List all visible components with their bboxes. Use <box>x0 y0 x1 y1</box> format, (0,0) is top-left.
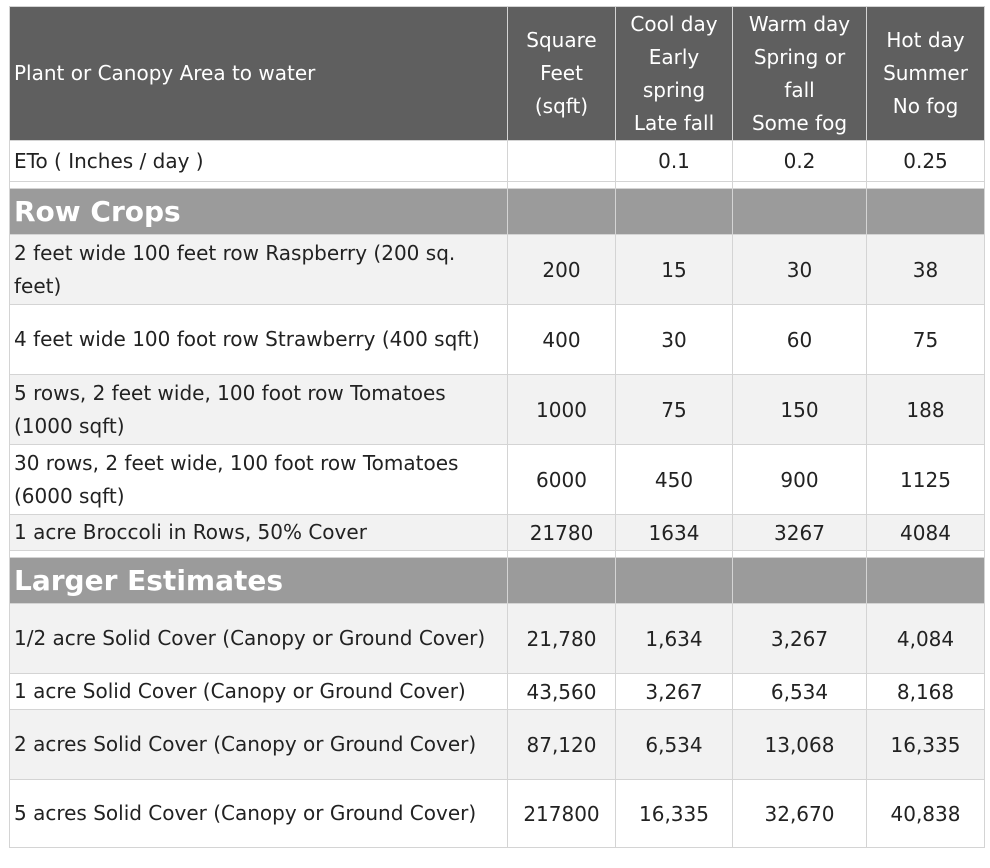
row-cool: 450 <box>616 445 733 515</box>
row-warm: 32,670 <box>733 780 867 848</box>
table-row <box>10 604 985 674</box>
row-label: 5 acres Solid Cover (Canopy or Ground Cover) <box>10 780 508 848</box>
row-label: 1 acre Broccoli in Rows, 50% Cover <box>10 515 508 551</box>
eto-cool: 0.1 <box>616 141 733 182</box>
row-label: 2 acres Solid Cover (Canopy or Ground Cover) <box>10 710 508 780</box>
row-label: 5 rows, 2 feet wide, 100 foot row Tomatoes (1000 sqft) <box>10 375 508 445</box>
row-hot: 188 <box>867 375 985 445</box>
row-sqft: 217800 <box>508 780 616 848</box>
row-hot: 4,084 <box>867 604 985 674</box>
row-sqft: 21,780 <box>508 604 616 674</box>
eto-hot: 0.25 <box>867 141 985 182</box>
row-warm: 3,267 <box>733 604 867 674</box>
table-row <box>10 305 985 375</box>
header-row <box>10 7 985 141</box>
section-title: Larger Estimates <box>10 558 508 604</box>
row-cool: 30 <box>616 305 733 375</box>
row-warm: 60 <box>733 305 867 375</box>
table-row <box>10 515 985 551</box>
row-cool: 1,634 <box>616 604 733 674</box>
row-sqft: 200 <box>508 235 616 305</box>
eto-warm: 0.2 <box>733 141 867 182</box>
table-row <box>10 375 985 445</box>
header-square-feet: Square Feet (sqft) <box>508 7 616 141</box>
table-row <box>10 780 985 848</box>
row-warm: 6,534 <box>733 674 867 710</box>
row-cool: 75 <box>616 375 733 445</box>
row-hot: 1125 <box>867 445 985 515</box>
row-cool: 16,335 <box>616 780 733 848</box>
row-label: 1 acre Solid Cover (Canopy or Ground Cover) <box>10 674 508 710</box>
row-label: 2 feet wide 100 feet row Raspberry (200 sq. feet) <box>10 235 508 305</box>
eto-label: ETo ( Inches / day ) <box>10 141 508 182</box>
header-warm-day: Warm day Spring or fall Some fog <box>733 7 867 141</box>
section-row-crops <box>10 189 985 235</box>
section-title: Row Crops <box>10 189 508 235</box>
row-hot: 8,168 <box>867 674 985 710</box>
row-hot: 38 <box>867 235 985 305</box>
row-cool: 6,534 <box>616 710 733 780</box>
row-sqft: 400 <box>508 305 616 375</box>
row-warm: 150 <box>733 375 867 445</box>
row-hot: 4084 <box>867 515 985 551</box>
eto-sqft <box>508 141 616 182</box>
table-row <box>10 445 985 515</box>
row-cool: 3,267 <box>616 674 733 710</box>
row-sqft: 6000 <box>508 445 616 515</box>
row-label: 4 feet wide 100 foot row Strawberry (400 sqft) <box>10 305 508 375</box>
row-hot: 75 <box>867 305 985 375</box>
row-warm: 900 <box>733 445 867 515</box>
spacer-row <box>10 551 985 558</box>
row-sqft: 1000 <box>508 375 616 445</box>
section-larger-estimates <box>10 558 985 604</box>
row-cool: 15 <box>616 235 733 305</box>
table-row <box>10 235 985 305</box>
row-label: 30 rows, 2 feet wide, 100 foot row Tomatoes (6000 sqft) <box>10 445 508 515</box>
row-label: 1/2 acre Solid Cover (Canopy or Ground Cover) <box>10 604 508 674</box>
row-hot: 16,335 <box>867 710 985 780</box>
row-warm: 13,068 <box>733 710 867 780</box>
row-cool: 1634 <box>616 515 733 551</box>
row-sqft: 43,560 <box>508 674 616 710</box>
row-sqft: 21780 <box>508 515 616 551</box>
watering-table <box>9 6 985 848</box>
header-plant-area: Plant or Canopy Area to water <box>10 7 508 141</box>
row-warm: 30 <box>733 235 867 305</box>
spacer-row <box>10 182 985 189</box>
table-row <box>10 710 985 780</box>
table-row <box>10 674 985 710</box>
row-hot: 40,838 <box>867 780 985 848</box>
row-sqft: 87,120 <box>508 710 616 780</box>
header-cool-day: Cool day Early spring Late fall <box>616 7 733 141</box>
header-hot-day: Hot day Summer No fog <box>867 7 985 141</box>
eto-row <box>10 141 985 182</box>
row-warm: 3267 <box>733 515 867 551</box>
